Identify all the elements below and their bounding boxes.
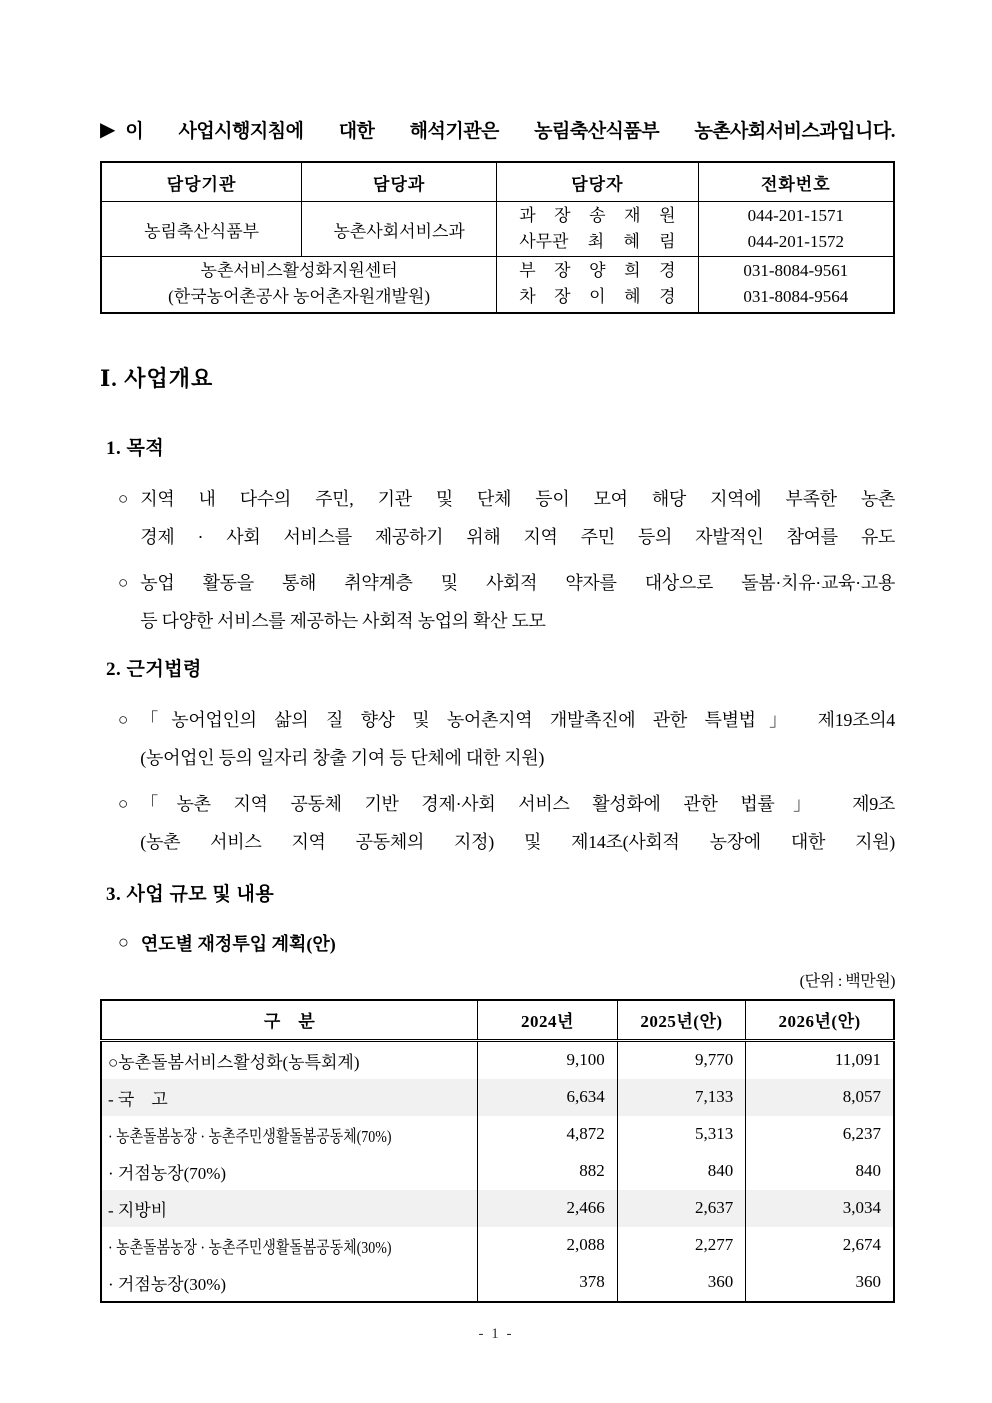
header-2025: 2025년(안): [617, 1000, 745, 1041]
contact-table-header-row: [101, 162, 894, 202]
person-line: 차 장 이 혜 경: [519, 287, 676, 307]
value-2024: 6,634: [478, 1079, 618, 1116]
yearly-plan-subheading: [118, 930, 895, 956]
row-label: [101, 1227, 478, 1264]
text-line: 「농어업인의 삶의 질 향상 및 농어촌지역 개발촉진에 관한 특별법」 제19조의4: [140, 709, 895, 730]
legal-bullet-2-text: [140, 785, 895, 861]
heading-legal-basis: 2. 근거법령: [106, 658, 202, 680]
budget-table: [100, 999, 895, 1303]
person-cell: [497, 202, 698, 257]
purpose-bullet-1: [118, 480, 895, 556]
header-2026: 2026년(안): [746, 1000, 894, 1041]
section-title-overview: Ⅰ. 사업개요: [100, 365, 214, 391]
budget-row-farm70: [101, 1116, 894, 1153]
org-cell: 농림축산식품부: [101, 202, 302, 257]
text-line: (농어업인 등의 일자리 창출 기여 등 단체에 대한 지원): [140, 747, 545, 768]
purpose-bullet-2: [118, 564, 895, 640]
purpose-bullet-2-text: [140, 564, 895, 640]
org-line: 농촌서비스활성화지원센터: [200, 261, 398, 281]
person-cell: [497, 257, 698, 313]
text-line: 「농촌 지역 공동체 기반 경제·사회 서비스 활성화에 관한 법률」 제9조: [140, 793, 895, 814]
person-line: 사무관 최 혜 림: [519, 232, 676, 251]
header-category: 구 분: [101, 1000, 478, 1041]
text-line: (농촌 서비스 지역 공동체의 지정) 및 제14조(사회적 농장에 대한 지원): [140, 831, 895, 852]
row-label: ○농촌돌봄서비스활성화(농특회계): [101, 1040, 478, 1079]
phone-line: 031-8084-9561: [743, 261, 849, 281]
value-2026: 2,674: [746, 1227, 894, 1264]
header-person: 담당자: [497, 162, 698, 202]
value-2026: 3,034: [746, 1190, 894, 1227]
value-2024: 4,872: [478, 1116, 618, 1153]
yearly-plan-label: 연도별 재정투입 계획(안): [140, 933, 336, 954]
budget-row-total: [101, 1040, 894, 1079]
text-line: 농업 활동을 통해 취약계층 및 사회적 약자를 대상으로 돌봄·치유·교육·고용: [140, 572, 895, 593]
org-merged-cell: [101, 257, 497, 313]
arrow-bullet-icon: ▶: [100, 118, 116, 141]
interpretation-note-text: 이 사업시행지침에 대한 해석기관은 농림축산식품부 농촌사회서비스과입니다.: [125, 121, 895, 142]
circle-bullet-icon: ○: [118, 793, 129, 813]
row-label: [101, 1116, 478, 1153]
person-line: 과 장 송 재 원: [519, 206, 676, 225]
value-2024: 9,100: [478, 1040, 618, 1079]
page-content: [100, 0, 895, 1303]
row-label: · 거점농장(70%): [101, 1153, 478, 1190]
row-label-text: · 농촌돌봄농장 · 농촌주민생활돌봄공동체(70%): [108, 1126, 392, 1146]
unit-note: (단위 : 백만원): [799, 972, 895, 990]
value-2025: 5,313: [617, 1116, 745, 1153]
budget-row-base30: [101, 1264, 894, 1302]
org-line: (한국농어촌공사 농어촌자원개발원): [168, 287, 431, 307]
value-2025: 7,133: [617, 1079, 745, 1116]
value-2025: 9,770: [617, 1040, 745, 1079]
value-2026: 6,237: [746, 1116, 894, 1153]
phone-line: 044-201-1571: [747, 206, 844, 225]
header-org: 담당기관: [101, 162, 302, 202]
text-line: 등 다양한 서비스를 제공하는 사회적 농업의 확산 도모: [140, 610, 546, 631]
row-label: - 국 고: [101, 1079, 478, 1116]
text-line: 지역 내 다수의 주민, 기관 및 단체 등이 모여 해당 지역에 부족한 농촌: [140, 488, 895, 509]
purpose-bullet-1-text: [140, 480, 895, 556]
value-2024: 378: [478, 1264, 618, 1302]
phone-line: 031-8084-9564: [743, 287, 849, 307]
value-2024: 882: [478, 1153, 618, 1190]
value-2026: 11,091: [746, 1040, 894, 1079]
value-2026: 360: [746, 1264, 894, 1302]
header-phone: 전화번호: [698, 162, 894, 202]
value-2024: 2,088: [478, 1227, 618, 1264]
circle-bullet-icon: ○: [118, 932, 129, 952]
value-2025: 360: [617, 1264, 745, 1302]
phone-cell: [698, 257, 894, 313]
contact-row-ministry: [101, 202, 894, 257]
contact-table: [100, 161, 895, 314]
header-2024: 2024년: [478, 1000, 618, 1041]
value-2026: 840: [746, 1153, 894, 1190]
value-2025: 840: [617, 1153, 745, 1190]
budget-header-row: [101, 1000, 894, 1041]
legal-bullet-2: [118, 785, 895, 861]
value-2025: 2,637: [617, 1190, 745, 1227]
row-label: - 지방비: [101, 1190, 478, 1227]
person-line: 부 장 양 희 경: [519, 261, 676, 281]
value-2025: 2,277: [617, 1227, 745, 1264]
circle-bullet-icon: ○: [118, 572, 129, 592]
row-label: · 거점농장(30%): [101, 1264, 478, 1302]
budget-row-base70: [101, 1153, 894, 1190]
budget-row-farm30: [101, 1227, 894, 1264]
legal-bullet-1: [118, 701, 895, 777]
row-label-text: · 농촌돌봄농장 · 농촌주민생활돌봄공동체(30%): [108, 1237, 392, 1257]
header-dept: 담당과: [302, 162, 497, 202]
heading-scale: 3. 사업 규모 및 내용: [106, 883, 275, 905]
page-number: - 1 -: [478, 1326, 514, 1342]
interpretation-note: [100, 116, 895, 143]
phone-line: 044-201-1572: [747, 232, 844, 251]
text-line: 경제 · 사회 서비스를 제공하기 위해 지역 주민 등의 자발적인 참여를 유도: [140, 526, 895, 547]
dept-cell: 농촌사회서비스과: [302, 202, 497, 257]
circle-bullet-icon: ○: [118, 709, 129, 729]
budget-row-national: [101, 1079, 894, 1116]
value-2024: 2,466: [478, 1190, 618, 1227]
contact-row-center: [101, 257, 894, 313]
legal-bullet-1-text: [140, 701, 895, 777]
circle-bullet-icon: ○: [118, 488, 129, 508]
budget-row-local: [101, 1190, 894, 1227]
phone-cell: [698, 202, 894, 257]
heading-purpose: 1. 목적: [106, 437, 165, 459]
value-2026: 8,057: [746, 1079, 894, 1116]
